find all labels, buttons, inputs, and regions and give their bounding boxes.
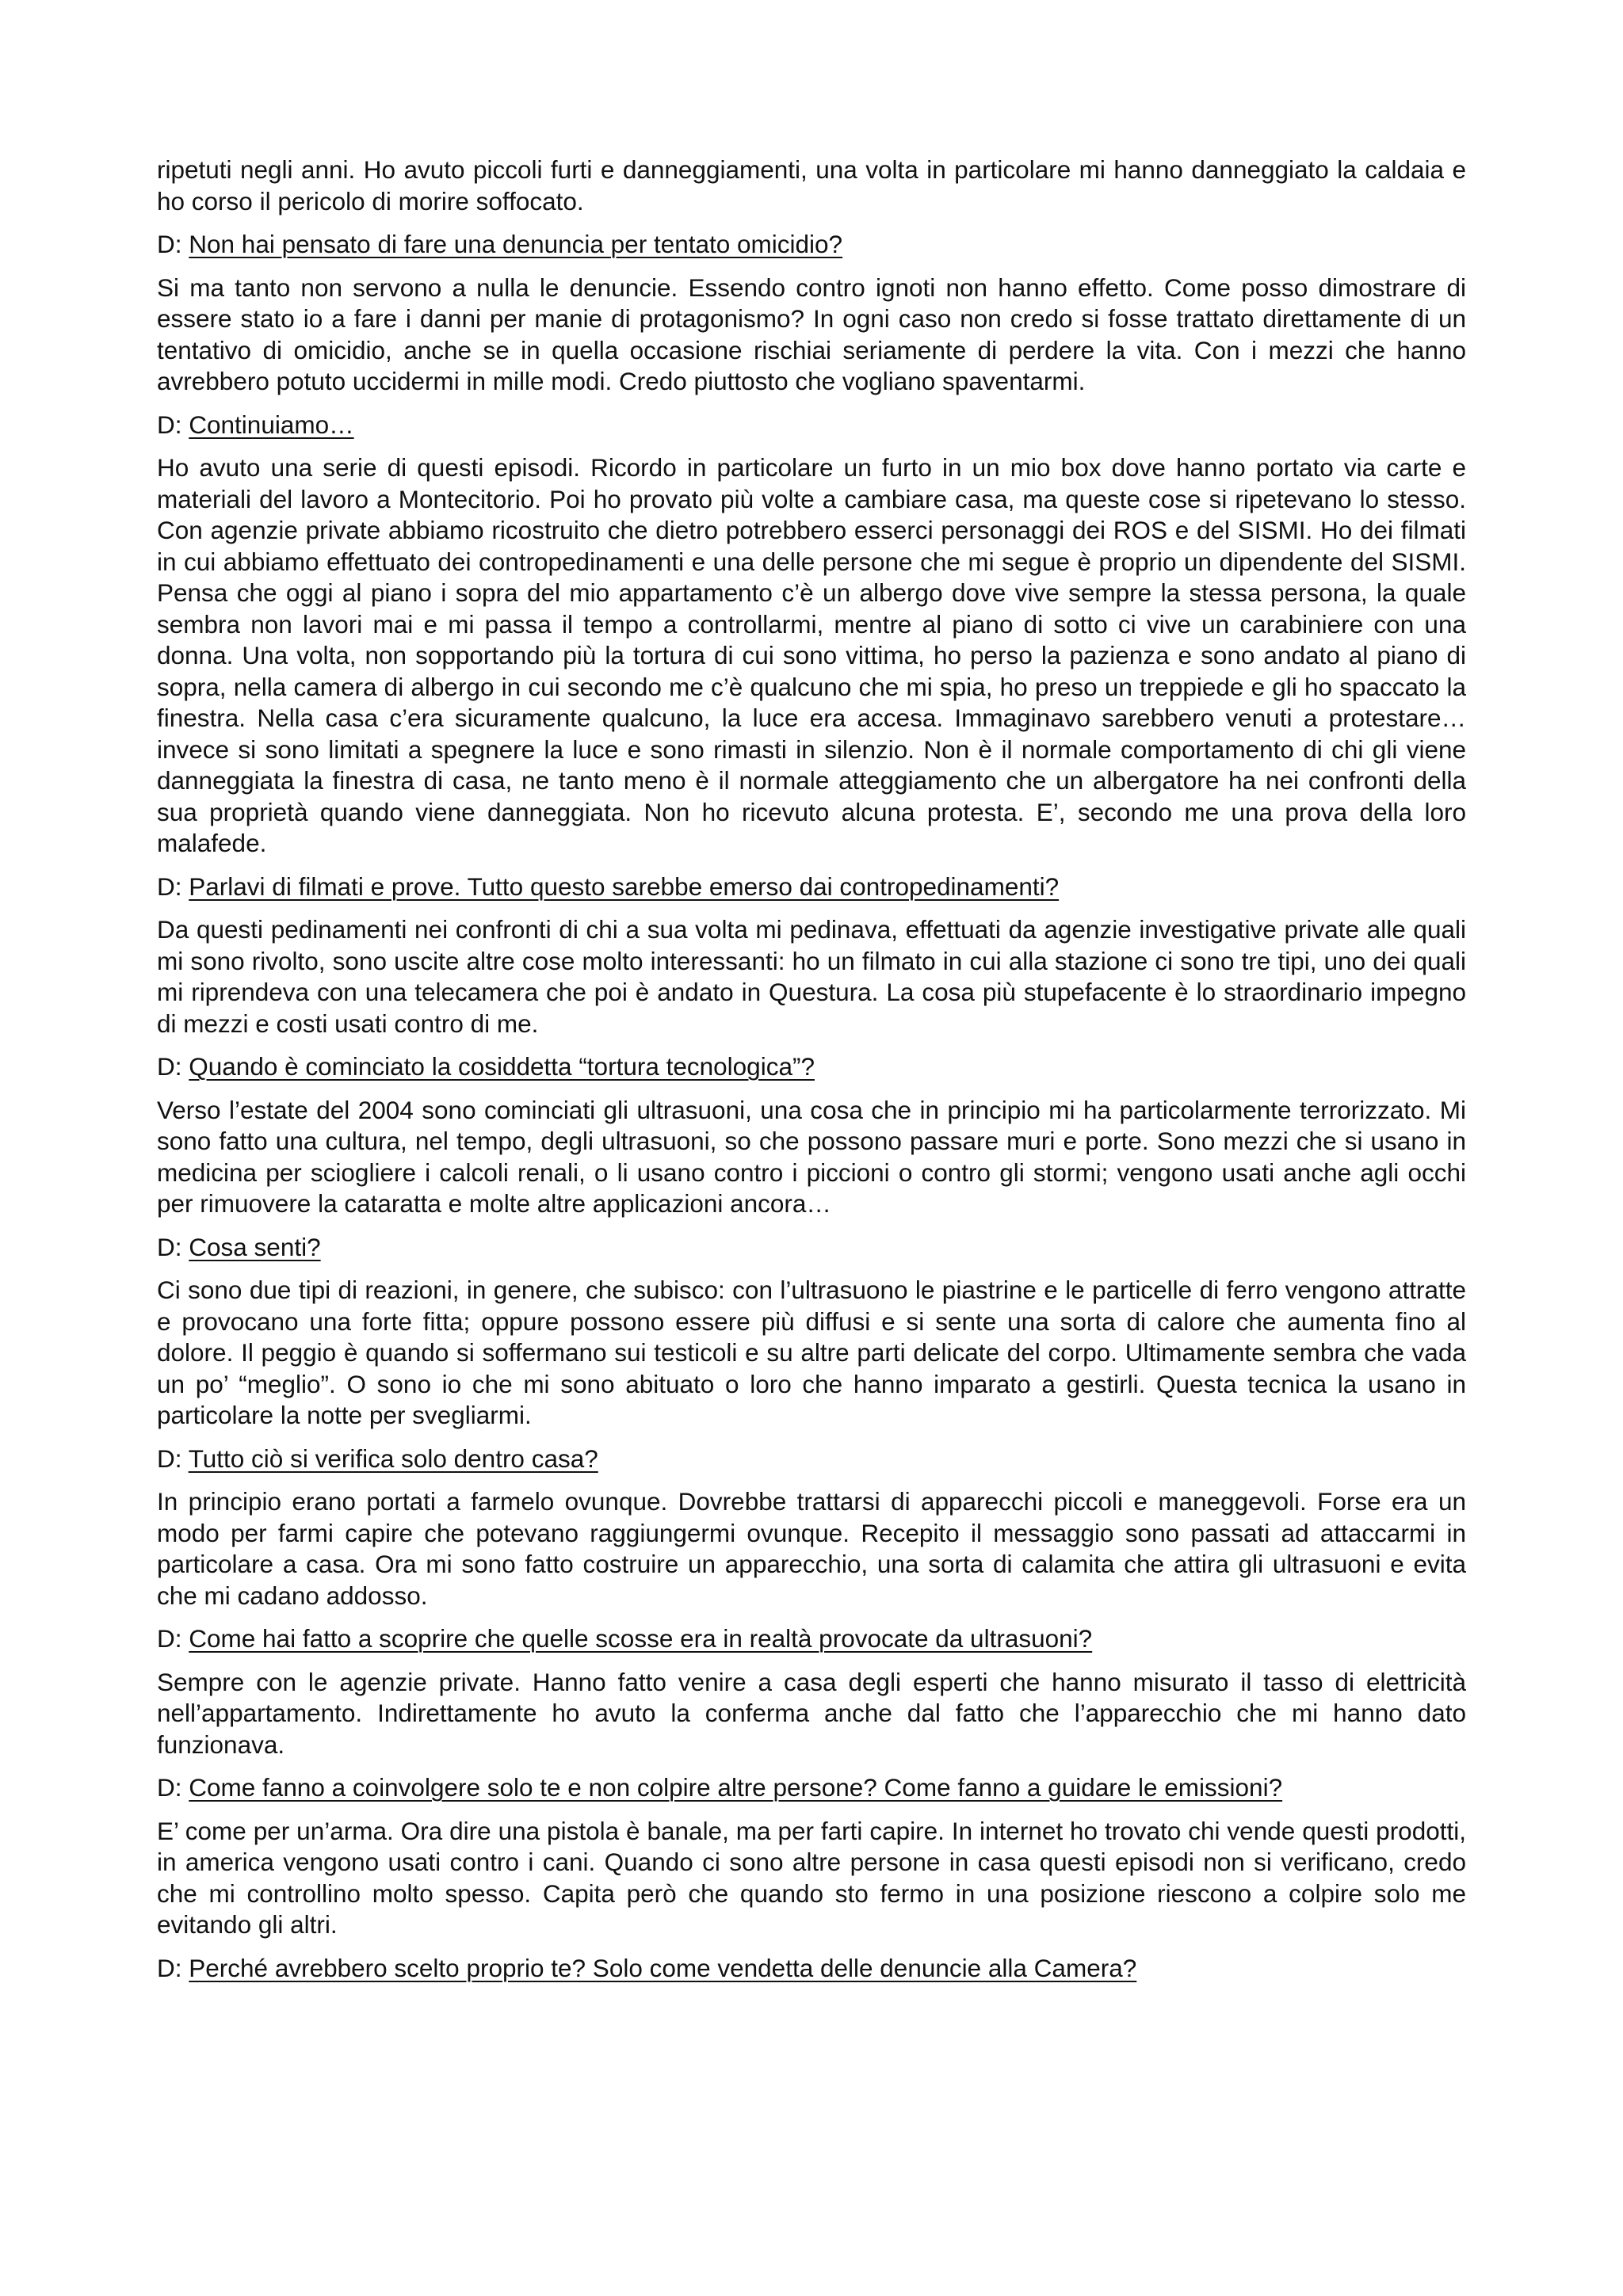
answer-paragraph: Ci sono due tipi di reazioni, in genere, che subisco: con l’ultrasuono le piastrine e le particelle di ferro vengono attratte e provocano una forte fitta; oppure possono essere più diffusi e si sente una sorta di calore che aumenta fino al dolore. Il peggio è quando si soffermano sui testicoli e su altre parti delicate del corpo. Ultimamente sembra che vada un po’ “meglio”. O sono io che mi sono abituato o loro che hanno imparato a gestirli. Questa tecnica la usano in particolare la notte per svegliarmi. [157,1276,1466,1429]
answer-paragraph: In principio erano portati a farmelo ovunque. Dovrebbe trattarsi di apparecchi piccoli e maneggevoli. Forse era un modo per farmi capire che potevano raggiungermi ovunque. Recepito il messaggio sono passati ad attaccarmi in particolare a casa. Ora mi sono fatto costruire un apparecchio, una sorta di calamita che attira gli ultrasuoni e evita che mi cadano addosso. [157,1487,1466,1610]
question-text: Quando è cominciato la cosiddetta “tortura tecnologica”? [189,1052,815,1081]
question-line [157,1051,1466,1083]
answer-paragraph: Sempre con le agenzie private. Hanno fatto venire a casa degli esperti che hanno misurato il tasso di elettricità nell’appartamento. Indirettamente ho avuto la conferma anche dal fatto che l’apparecchio che mi hanno dato funzionava. [157,1667,1466,1759]
question-line [157,1444,1466,1475]
answer-paragraph: ripetuti negli anni. Ho avuto piccoli furti e danneggiamenti, una volta in particolare mi hanno danneggiato la caldaia e ho corso il pericolo di morire soffocato. [157,155,1466,215]
answer-paragraph: Si ma tanto non servono a nulla le denuncie. Essendo contro ignoti non hanno effetto. Come posso dimostrare di essere stato io a fare i danni per manie di protagonismo? In ogni caso non credo si fosse trattato direttamente di un tentativo di omicidio, anche se in quella occasione rischiai seriamente di perdere la vita. Con i mezzi che hanno avrebbero potuto uccidermi in mille modi. Credo piuttosto che vogliano spaventarmi. [157,273,1466,395]
question-line [157,1623,1466,1655]
answer-paragraph: Verso l’estate del 2004 sono cominciati gli ultrasuoni, una cosa che in principio mi ha particolarmente terrorizzato. Mi sono fatto una cultura, nel tempo, degli ultrasuoni, so che possono passare muri e porte. Sono mezzi che si usano in medicina per sciogliere i calcoli renali, o li usano contro i piccioni o contro gli stormi; vengono usati anche agli occhi per rimuovere la cataratta e molte altre applicazioni ancora… [157,1095,1466,1218]
question-prefix: D: [157,1444,189,1473]
question-text: Tutto ciò si verifica solo dentro casa? [188,1444,598,1473]
answer-paragraph: E’ come per un’arma. Ora dire una pistola è banale, ma per farti capire. In internet ho trovato chi vende questi prodotti, in america vengono usati contro i cani. Quando ci sono altre persone in casa questi episodi non si verificano, credo che mi controllino molto spesso. Capita però che quando sto fermo in una posizione riescono a colpire solo me evitando gli altri. [157,1816,1466,1939]
question-text: Come fanno a coinvolgere solo te e non colpire altre persone? Come fanno a guidare le emissioni? [189,1773,1283,1802]
question-text: Non hai pensato di fare una denuncia per tentato omicidio? [189,230,843,258]
question-text: Cosa senti? [189,1232,321,1261]
question-prefix: D: [157,410,189,439]
question-line [157,410,1466,441]
question-prefix: D: [157,1052,189,1081]
question-text: Perché avrebbero scelto proprio te? Solo come vendetta delle denuncie alla Camera? [189,1953,1137,1982]
question-prefix: D: [157,1773,189,1802]
question-text: Parlavi di filmati e prove. Tutto questo sarebbe emerso dai contropedinamenti? [189,871,1060,901]
question-line [157,1772,1466,1804]
question-text: Come hai fatto a scoprire che quelle scosse era in realtà provocate da ultrasuoni? [189,1624,1093,1653]
question-prefix: D: [157,871,189,901]
question-prefix: D: [157,1953,189,1982]
question-text: Continuiamo… [189,410,354,439]
document-page [157,154,1466,1996]
question-prefix: D: [157,230,189,258]
question-line [157,871,1466,903]
question-line [157,1953,1466,1985]
question-prefix: D: [157,1624,189,1653]
answer-paragraph: Ho avuto una serie di questi episodi. Ricordo in particolare un furto in un mio box dove hanno portato via carte e materiali del lavoro a Montecitorio. Poi ho provato più volte a cambiare casa, ma queste cose si ripetevano lo stesso. Con agenzie private abbiamo ricostruito che dietro potrebbero esserci personaggi dei ROS e del SISMI. Ho dei filmati in cui abbiamo effettuato dei contropedinamenti e una delle persone che mi segue è proprio un dipendente del SISMI. Pensa che oggi al piano i sopra del mio appartamento c’è un albergo dove vive sempre la stessa persona, la quale sembra non lavori mai e mi passa il tempo a controllarmi, mentre al piano di sotto ci vive un carabiniere con una donna. Una volta, non sopportando più la tortura di cui sono vittima, ho perso la pazienza e sono andato al piano di sopra, nella camera di albergo in cui secondo me c’è qualcuno che mi spia, ho preso un treppiede e gli ho spaccato la finestra. Nella casa c’era sicuramente qualcuno, la luce era accesa. Immaginavo sarebbero venuti a protestare…invece si sono limitati a spegnere la luce e sono rimasti in silenzio. Non è il normale comportamento di chi gli viene danneggiata la finestra di casa, ne tanto meno è il normale atteggiamento che un albergatore ha nei confronti della sua proprietà quando viene danneggiata. Non ho ricevuto alcuna protesta. E’, secondo me una prova della loro malafede. [157,453,1466,857]
question-line [157,229,1466,261]
question-prefix: D: [157,1232,189,1261]
answer-paragraph: Da questi pedinamenti nei confronti di chi a sua volta mi pedinava, effettuati da agenzie investigative private alle quali mi sono rivolto, sono uscite altre cose molto interessanti: ho un filmato in cui alla stazione ci sono tre tipi, uno dei quali mi riprendeva con una telecamera che poi è andato in Questura. La cosa più stupefacente è lo straordinario impegno di mezzi e costi usati contro di me. [157,915,1466,1038]
question-line [157,1232,1466,1264]
